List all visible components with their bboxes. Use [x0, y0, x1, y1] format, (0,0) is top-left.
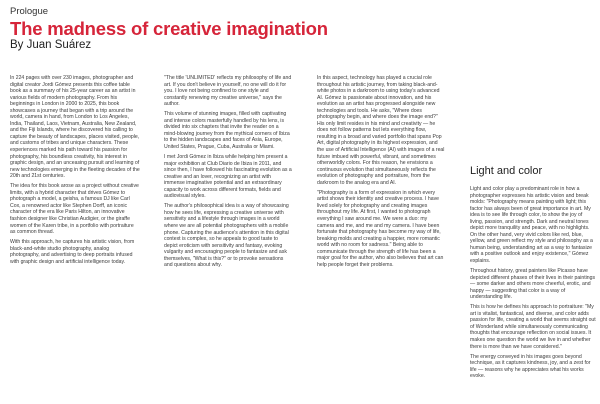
page-title: The madness of creative imagination — [10, 18, 328, 39]
section-heading: Light and color — [470, 165, 543, 177]
paragraph: With this approach, he captures his artistic vision, from black-and-white studio photography, analog photography, and advertising to deep portraits infused with graphic design and artificial intelligence today. — [10, 239, 135, 265]
text-column-2 — [164, 75, 292, 375]
paragraph: Light and color play a predominant role in how a photographer expresses his artistic vision and break molds: "Photography means painting with light; this factor has always been of great importance in art. My idea is to see life through color, to show the joy of living, passion, and strength. Dark and neutral tones depict more tranquility and peace, with no highlights. On the other hand, very vivid colors like red, blue, yellow, and green reflect my style and philosophy as a human being, understanding art as a way to fantasize with a positive outlook and enjoy existence," Gómez explains. — [470, 186, 593, 265]
paragraph: In 224 pages with over 230 images, photographer and digital creator Jordi Gómez presents this coffee table book as a summary of his 25-year career as an artist in various fields of modern photography. From his beginnings in London in 2000 to 2025, this book showcases a journey that began with a trip around the world, camera in hand, from London to Los Angeles, India, Thailand, Laos, Vietnam, Australia, New Zealand, and the Fiji Islands, where he discovered his calling to capture the beauty of landscapes, places visited, people, and customs of tribes and unique characters. These experiences marked his path toward his passion for photography, his boundless creativity, his interest in graphic design, and an unceasing pursuit and learning of new technologies emerging in the fleeting decades of the 20th and 21st centuries. — [10, 75, 140, 180]
paragraph: Throughout history, great painters like Picasso have depicted different phases of their lives in their paintings — some darker and others more cheerful, erotic, and happy — suggesting that color is a way of understanding life. — [470, 268, 596, 301]
text-column-3 — [317, 75, 445, 375]
paragraph: The idea for this book arose as a project without creative limits, with a hybrid character that drives Gómez to photograph a model, a geisha, a famous DJ like Carl Cox, a renowned actor like Stephen Dorff, an iconic character of the era like Paris Hilton, an innovative fashion designer like Christian Audigier, or the giraffe women of the Karen tribe, in a portfolio with portraiture as common thread. — [10, 183, 139, 236]
paragraph: The energy conveyed in his images goes beyond technique, as it captures kindness, joy, and a zest for life — reasons why he appreciates what his works evoke. — [470, 353, 591, 380]
paragraph: In this aspect, technology has played a crucial role throughout his artistic journey, from taking black-and-white photos in a darkroom to using today's advanced AI. Gómez is passionate about innovation, and his evolution as an artist has progressed alongside new technologies and tools. He asks, "Where does photography begin, and where does the image end?" His only limit resides in his mind and creativity — he does not follow patterns but lets everything flow, resulting in a broad and varied portfolio that spans Pop Art, digital photography in its highest expression, and the use of Artificial Intelligence (AI) with images of a real future imbued with powerful, vibrant, and sometimes otherworldly colors. For this reason, he envisions a continuous evolution that simultaneously reflects the evolution of photography and portraiture, from the darkroom to the analog era and AI. — [317, 75, 445, 186]
paragraph: I met Jordi Gómez in Ibiza while helping him present a major exhibition at Club Diario de Ibiza in 2011, and since then, I have followed his fascinating evolution as a creative and an lover, recognizing an artist with immense imaginative potential and an extraordinary capacity to work across different formats, fields and audiovisual styles. — [164, 154, 292, 200]
section-kicker: Prologue — [10, 6, 49, 17]
text-column-4 — [470, 165, 596, 401]
paragraph: This volume of stunning images, filled with captivating and intense colors masterfully handled by his lens, is divided into six chapters that invite the reader on a mind-blowing journey from the mythical corners of Ibiza to the hidden landscapes and faces of Asia, Europe, United States, Prague, Cuba, Australia or Miami. — [164, 111, 290, 150]
paragraph: "Photography is a form of expression in which every artist shows their identity and creative process. I have lived solely for photography and creating images throughout my life. At first, I wanted to photograph everything I saw around me. We were a duo: my camera and me, and me and my camera. I have been fortunate that photography has become my way of life, breaking molds and creating a happier, more romantic world with no room for sadness." Being able to communicate through the strength of life has been a major goal for the author, who also believes that art can help people forget their problems. — [317, 189, 444, 268]
paragraph: The author's philosophical idea is a way of showcasing how he sees life, expressing a creative universe with sensitivity and a lifestyle through images in a world where we are all potential photographers with a mobile phone. Capturing the audience's attention in this digital context is complex, so he appeals to good taste to depict eroticism with sensitivity and fantasy, evoking vulgarity and encouraging people to fantasize and ask themselves, "What is this?" or to provoke sensations and questions about why. — [164, 203, 289, 269]
paragraph: This is how he defines his approach to portraiture: "My art is vitalist, fantastical, and diverse, and color adds passion for life, creating a world that seems straight out of Wonderland while simultaneously communicating thoughts that encourage reflection on social issues. It makes one question the world we live in and whether there is more than we have considered." — [470, 304, 596, 350]
paragraph: "The title 'UNLIMITED' reflects my philosophy of life and art. If you don't believe in yourself, no one will do it for you. I love not being confined to one style and constantly renewing my creative universe," says the author. — [164, 75, 292, 108]
text-column-1 — [10, 75, 140, 375]
author-byline: By Juan Suárez — [10, 39, 92, 51]
